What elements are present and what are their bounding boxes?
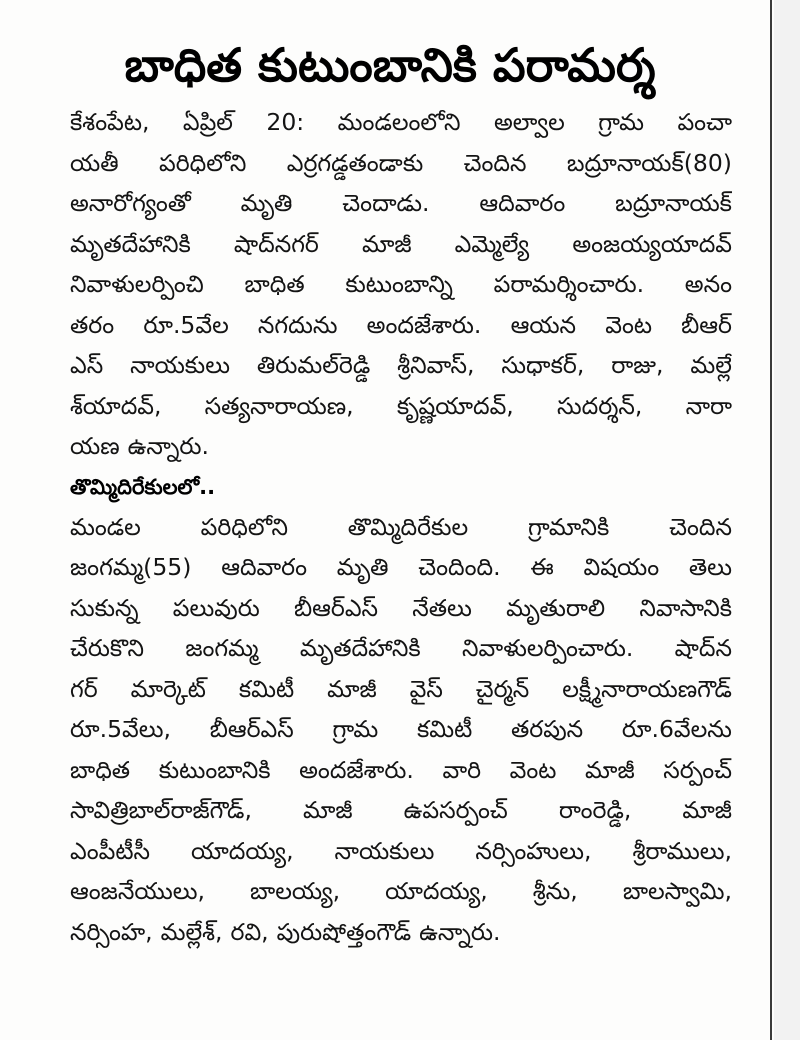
text-line [70,547,732,588]
text-word: మార్కెట్ [130,674,206,703]
text-word: మృతి [240,189,293,217]
text-word: మల్లేశ్, [160,917,223,946]
text-word: చెందిన [669,512,732,541]
text-word: పలువురు [172,593,260,622]
text-word: ఆంజనేయులు, [70,877,205,905]
text-word: 20: [266,108,305,136]
article-subheading: తొమ్మిదిరేకులలో.. [70,474,216,499]
text-word: సత్యనారాయణ, [204,391,354,420]
text-line [70,264,732,305]
text-word: మాజీ [361,229,412,258]
text-line [70,588,732,629]
text-word: జంగమ్మ(55) [70,553,192,581]
text-word: సర్పంచ్ [663,755,732,784]
text-word: ఏప్రిల్ [182,108,233,136]
text-word: మాజీ [302,796,353,824]
text-word: యాదయ్య, [190,836,294,865]
text-word: రవి, [230,917,269,946]
article-section-1 [70,102,732,467]
text-line [70,831,732,872]
text-word: ఎస్ [70,351,104,379]
text-word: ఆదివారం [221,553,308,581]
text-line [70,143,732,184]
text-line [70,628,732,669]
text-word: మల్లే [690,351,732,379]
article-body [70,102,732,952]
text-word: ఎర్రగడ్డతండాకు [286,148,424,177]
text-word: సుదర్శన్, [556,391,643,420]
column-rule [770,0,772,1040]
text-word: నారా [685,391,732,420]
text-word: గర్ [70,674,98,703]
text-word: కమిటీ [238,674,295,703]
text-line [70,345,732,386]
text-line [70,750,732,791]
text-word: వెంట [509,755,557,784]
text-line [70,871,732,912]
text-word: సావిత్రిబాల్‌రాజ్‌గౌడ్, [70,796,252,824]
text-word: గ్రామానికి [527,512,610,541]
text-word: నివాళులర్పించి [70,270,204,298]
page-edge [774,0,800,1040]
text-line [70,305,732,346]
text-word: బద్రూనాయక్(80) [566,148,732,177]
text-word: బాధిత [70,755,131,784]
text-word: అనం [684,270,732,298]
text-word: గ్రామ [598,108,645,136]
text-word: పరిధిలోని [159,148,247,177]
text-word: తిరుమల్‌రెడ్డి [256,351,371,379]
text-word: రూ.5వేలు, [70,715,172,743]
text-word: కుటుంబానికి [158,755,271,784]
text-word: శ్‌యాదవ్, [70,391,162,420]
text-word: కేశంపేట, [70,108,150,136]
text-line [70,669,732,710]
text-word: పురుషోత్తంగౌడ్ [276,917,412,946]
text-word: మాజీ [327,674,377,703]
text-word: రూ.6వేలను [621,715,732,743]
text-word: పంచా [677,108,732,136]
text-word: పరామర్శించారు. [493,270,645,298]
text-word: జంగమ్మ [185,634,259,662]
text-word: బీఆర్ఎస్ [294,593,379,622]
text-line [70,709,732,750]
text-word: వెంట [605,310,652,339]
text-word: యాదయ్య, [385,877,488,905]
text-word: నేతలు [412,593,472,622]
text-line [70,507,732,548]
text-word: ఎంపీటీసీ [70,836,150,865]
text-word: తొమ్మిదిరేకుల [347,512,469,541]
text-word: తరం [70,310,115,339]
text-word: సుకున్న [70,593,139,622]
text-word: వారి [442,755,482,784]
text-word: తరపున [510,715,584,743]
text-word: యణ [70,432,120,460]
text-word: నివాసానికి [639,593,732,622]
text-word: చైర్మన్ [475,674,530,703]
text-word: రాజు, [611,351,664,379]
text-word: బీఆర్ఎస్ [209,715,294,743]
article-section-2 [70,507,732,953]
text-word: కృష్ణయాదవ్, [396,391,514,420]
text-word: తెలు [688,553,732,581]
text-word: యతీ [70,148,119,177]
text-word: బాలస్వామి, [622,877,732,905]
text-word: వైస్ [409,674,443,703]
text-word: చేరుకొని [70,634,144,662]
text-word: అల్వాల [493,108,565,136]
text-word: సుధాకర్, [501,351,585,379]
text-word: నర్సింహ, [70,917,153,946]
text-word: మండలంలోని [337,108,461,136]
text-word: రూ.5వేల [143,310,229,339]
text-word: ఈ [530,553,554,581]
text-word: బాలయ్య, [250,877,341,905]
text-word: ఆదివారం [479,189,566,217]
text-word: మృతురాలి [506,593,606,622]
text-word: బద్రూనాయక్ [615,189,732,217]
text-word: అనారోగ్యంతో [70,189,191,217]
text-word: చెందింది. [418,553,501,581]
text-word: ఉన్నారు. [127,432,209,460]
text-line [70,224,732,265]
text-word: నగదును [257,310,338,339]
text-word: అంజయ్యయాదవ్ [572,229,732,258]
text-line [70,912,732,953]
text-word: ఉపసర్పంచ్ [403,796,508,824]
text-word: రాంరెడ్డి, [558,796,632,824]
text-word: కుటుంబాన్ని [345,270,453,298]
text-word: చెందాడు. [342,189,430,217]
text-word: అందజేశారు. [366,310,482,339]
text-word: నాయకులు [130,351,230,379]
text-word: శ్రీను, [532,877,578,905]
text-line [70,386,732,427]
text-word: శ్రీరాములు, [632,836,732,865]
text-word: మాజీ [585,755,635,784]
text-word: పరిధిలోని [200,512,288,541]
text-word: కమిటీ [416,715,473,743]
text-word: షాద్‌న [674,634,732,662]
text-word: మాజీ [682,796,732,824]
text-word: చెందిన [463,148,527,177]
text-word: ఎమ్మెల్యే [454,229,530,258]
text-line [70,790,732,831]
text-word: గ్రామ [332,715,379,743]
text-word: బీఆర్ [681,310,732,339]
text-word: షాద్‌నగర్ [233,229,319,258]
text-line [70,426,732,467]
text-line [70,183,732,224]
article-headline: బాధిత కుటుంబానికి పరామర్శ [124,38,656,92]
text-word: మండల [70,512,141,541]
text-word: మృతదేహానికి [70,229,191,258]
text-word: నర్సింహులు, [475,836,592,865]
text-word: మృతదేహానికి [299,634,421,662]
text-word: నాయకులు [334,836,435,865]
text-word: లక్ష్మీనారాయణగౌడ్ [562,674,732,703]
text-word: మృతి [336,553,389,581]
text-word: అందజేశారు. [299,755,414,784]
text-word: బాధిత [244,270,305,298]
text-word: ఉన్నారు. [419,917,501,946]
text-word: విషయం [583,553,660,581]
text-word: శ్రీనివాస్, [397,351,475,379]
text-line [70,102,732,143]
text-word: ఆయన [510,310,577,339]
text-word: నివాళులర్పించారు. [462,634,634,662]
